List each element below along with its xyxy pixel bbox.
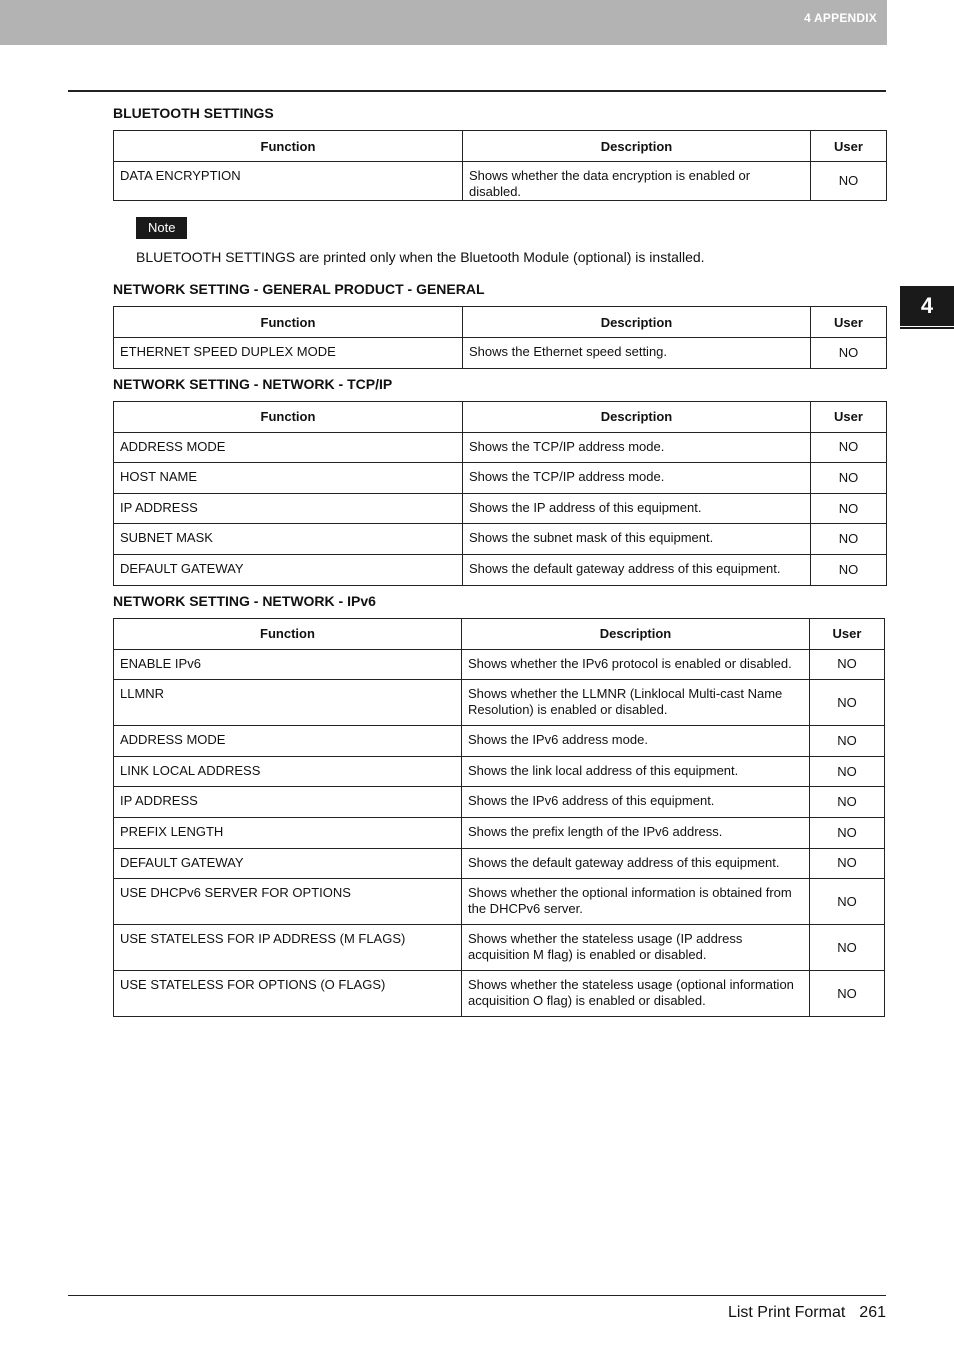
table-row: [114, 338, 887, 369]
column-header-function: Function: [114, 307, 463, 338]
footer-section-title: List Print Format: [727, 1304, 846, 1321]
column-header-function: Function: [114, 618, 462, 649]
function-cell: LLMNR: [114, 680, 462, 726]
page-footer: [728, 1304, 886, 1322]
table-header-row: [114, 401, 887, 432]
description-cell: Shows the prefix length of the IPv6 address.: [462, 817, 810, 848]
general-product-table: [113, 306, 887, 369]
header-chapter-label: 4 APPENDIX: [804, 11, 877, 25]
user-cell: NO: [810, 848, 885, 879]
user-cell: NO: [811, 338, 887, 369]
function-cell: USE DHCPv6 SERVER FOR OPTIONS: [114, 879, 462, 925]
description-cell: Shows the subnet mask of this equipment.: [463, 524, 811, 555]
table-row: [114, 162, 887, 201]
user-cell: NO: [810, 817, 885, 848]
description-cell: Shows the TCP/IP address mode.: [463, 432, 811, 463]
page-content: [113, 102, 886, 1017]
user-cell: NO: [810, 879, 885, 925]
function-cell: HOST NAME: [114, 463, 463, 494]
table-row: [114, 680, 885, 726]
table-row: [114, 524, 887, 555]
top-rule: [68, 90, 886, 92]
table-header-row: [114, 307, 887, 338]
page-number: 261: [859, 1304, 886, 1321]
user-cell: NO: [810, 756, 885, 787]
table-row: [114, 787, 885, 818]
user-cell: NO: [810, 971, 885, 1017]
user-cell: NO: [810, 726, 885, 757]
note-text: BLUETOOTH SETTINGS are printed only when the Bluetooth Module (optional) is installed.: [136, 249, 705, 265]
section-heading: NETWORK SETTING - GENERAL PRODUCT - GENERAL: [113, 281, 485, 297]
description-cell: Shows the link local address of this equipment.: [462, 756, 810, 787]
function-cell: USE STATELESS FOR OPTIONS (O FLAGS): [114, 971, 462, 1017]
function-cell: DEFAULT GATEWAY: [114, 848, 462, 879]
table-row: [114, 971, 885, 1017]
note-badge: Note: [136, 217, 187, 239]
function-cell: USE STATELESS FOR IP ADDRESS (M FLAGS): [114, 925, 462, 971]
table-row: [114, 554, 887, 585]
table-header-row: [114, 131, 887, 162]
chapter-tab-underline: [900, 327, 954, 329]
column-header-user: User: [811, 131, 887, 162]
description-cell: Shows the TCP/IP address mode.: [463, 463, 811, 494]
column-header-user: User: [811, 307, 887, 338]
table-row: [114, 432, 887, 463]
description-cell: Shows the Ethernet speed setting.: [463, 338, 811, 369]
function-cell: DEFAULT GATEWAY: [114, 554, 463, 585]
column-header-user: User: [811, 401, 887, 432]
column-header-function: Function: [114, 401, 463, 432]
column-header-user: User: [810, 618, 885, 649]
chapter-tab: 4: [900, 286, 954, 326]
function-cell: ENABLE IPv6: [114, 649, 462, 680]
function-cell: LINK LOCAL ADDRESS: [114, 756, 462, 787]
description-cell: Shows the IPv6 address mode.: [462, 726, 810, 757]
function-cell: IP ADDRESS: [114, 787, 462, 818]
function-cell: ADDRESS MODE: [114, 432, 463, 463]
table-header-row: [114, 618, 885, 649]
column-header-description: Description: [462, 618, 810, 649]
header-bar: [0, 0, 887, 45]
function-cell: ADDRESS MODE: [114, 726, 462, 757]
table-row: [114, 756, 885, 787]
description-cell: Shows whether the IPv6 protocol is enabled or disabled.: [462, 649, 810, 680]
table-row: [114, 879, 885, 925]
function-cell: DATA ENCRYPTION: [114, 162, 463, 201]
user-cell: NO: [811, 554, 887, 585]
table-row: [114, 649, 885, 680]
description-cell: Shows the IPv6 address of this equipment.: [462, 787, 810, 818]
function-cell: PREFIX LENGTH: [114, 817, 462, 848]
column-header-description: Description: [463, 131, 811, 162]
table-row: [114, 817, 885, 848]
description-cell: Shows whether the stateless usage (optional information acquisition O flag) is enabled or disabled.: [462, 971, 810, 1017]
section-heading: NETWORK SETTING - NETWORK - IPv6: [113, 592, 376, 609]
table-row: [114, 493, 887, 524]
description-cell: Shows the IP address of this equipment.: [463, 493, 811, 524]
column-header-description: Description: [463, 307, 811, 338]
column-header-description: Description: [463, 401, 811, 432]
table-row: [114, 726, 885, 757]
description-cell: Shows the default gateway address of this equipment.: [462, 848, 810, 879]
table-row: [114, 848, 885, 879]
user-cell: NO: [811, 162, 887, 201]
section-heading: BLUETOOTH SETTINGS: [113, 105, 274, 121]
section-heading: NETWORK SETTING - NETWORK - TCP/IP: [113, 375, 393, 392]
bluetooth-settings-table: [113, 130, 887, 201]
description-cell: Shows whether the LLMNR (Linklocal Multi-cast Name Resolution) is enabled or disabled.: [462, 680, 810, 726]
user-cell: NO: [810, 649, 885, 680]
description-cell: Shows whether the data encryption is enabled or disabled.: [463, 162, 811, 201]
user-cell: NO: [811, 432, 887, 463]
description-cell: Shows the default gateway address of this equipment.: [463, 554, 811, 585]
ipv6-table: [113, 618, 885, 1018]
function-cell: IP ADDRESS: [114, 493, 463, 524]
table-row: [114, 463, 887, 494]
user-cell: NO: [811, 493, 887, 524]
description-cell: Shows whether the optional information is obtained from the DHCPv6 server.: [462, 879, 810, 925]
user-cell: NO: [811, 524, 887, 555]
column-header-function: Function: [114, 131, 463, 162]
tcpip-table: [113, 401, 887, 586]
function-cell: SUBNET MASK: [114, 524, 463, 555]
description-cell: Shows whether the stateless usage (IP address acquisition M flag) is enabled or disabled.: [462, 925, 810, 971]
footer-rule: [68, 1295, 886, 1296]
user-cell: NO: [810, 680, 885, 726]
user-cell: NO: [811, 463, 887, 494]
user-cell: NO: [810, 925, 885, 971]
function-cell: ETHERNET SPEED DUPLEX MODE: [114, 338, 463, 369]
table-row: [114, 925, 885, 971]
user-cell: NO: [810, 787, 885, 818]
note-block: [113, 217, 886, 266]
